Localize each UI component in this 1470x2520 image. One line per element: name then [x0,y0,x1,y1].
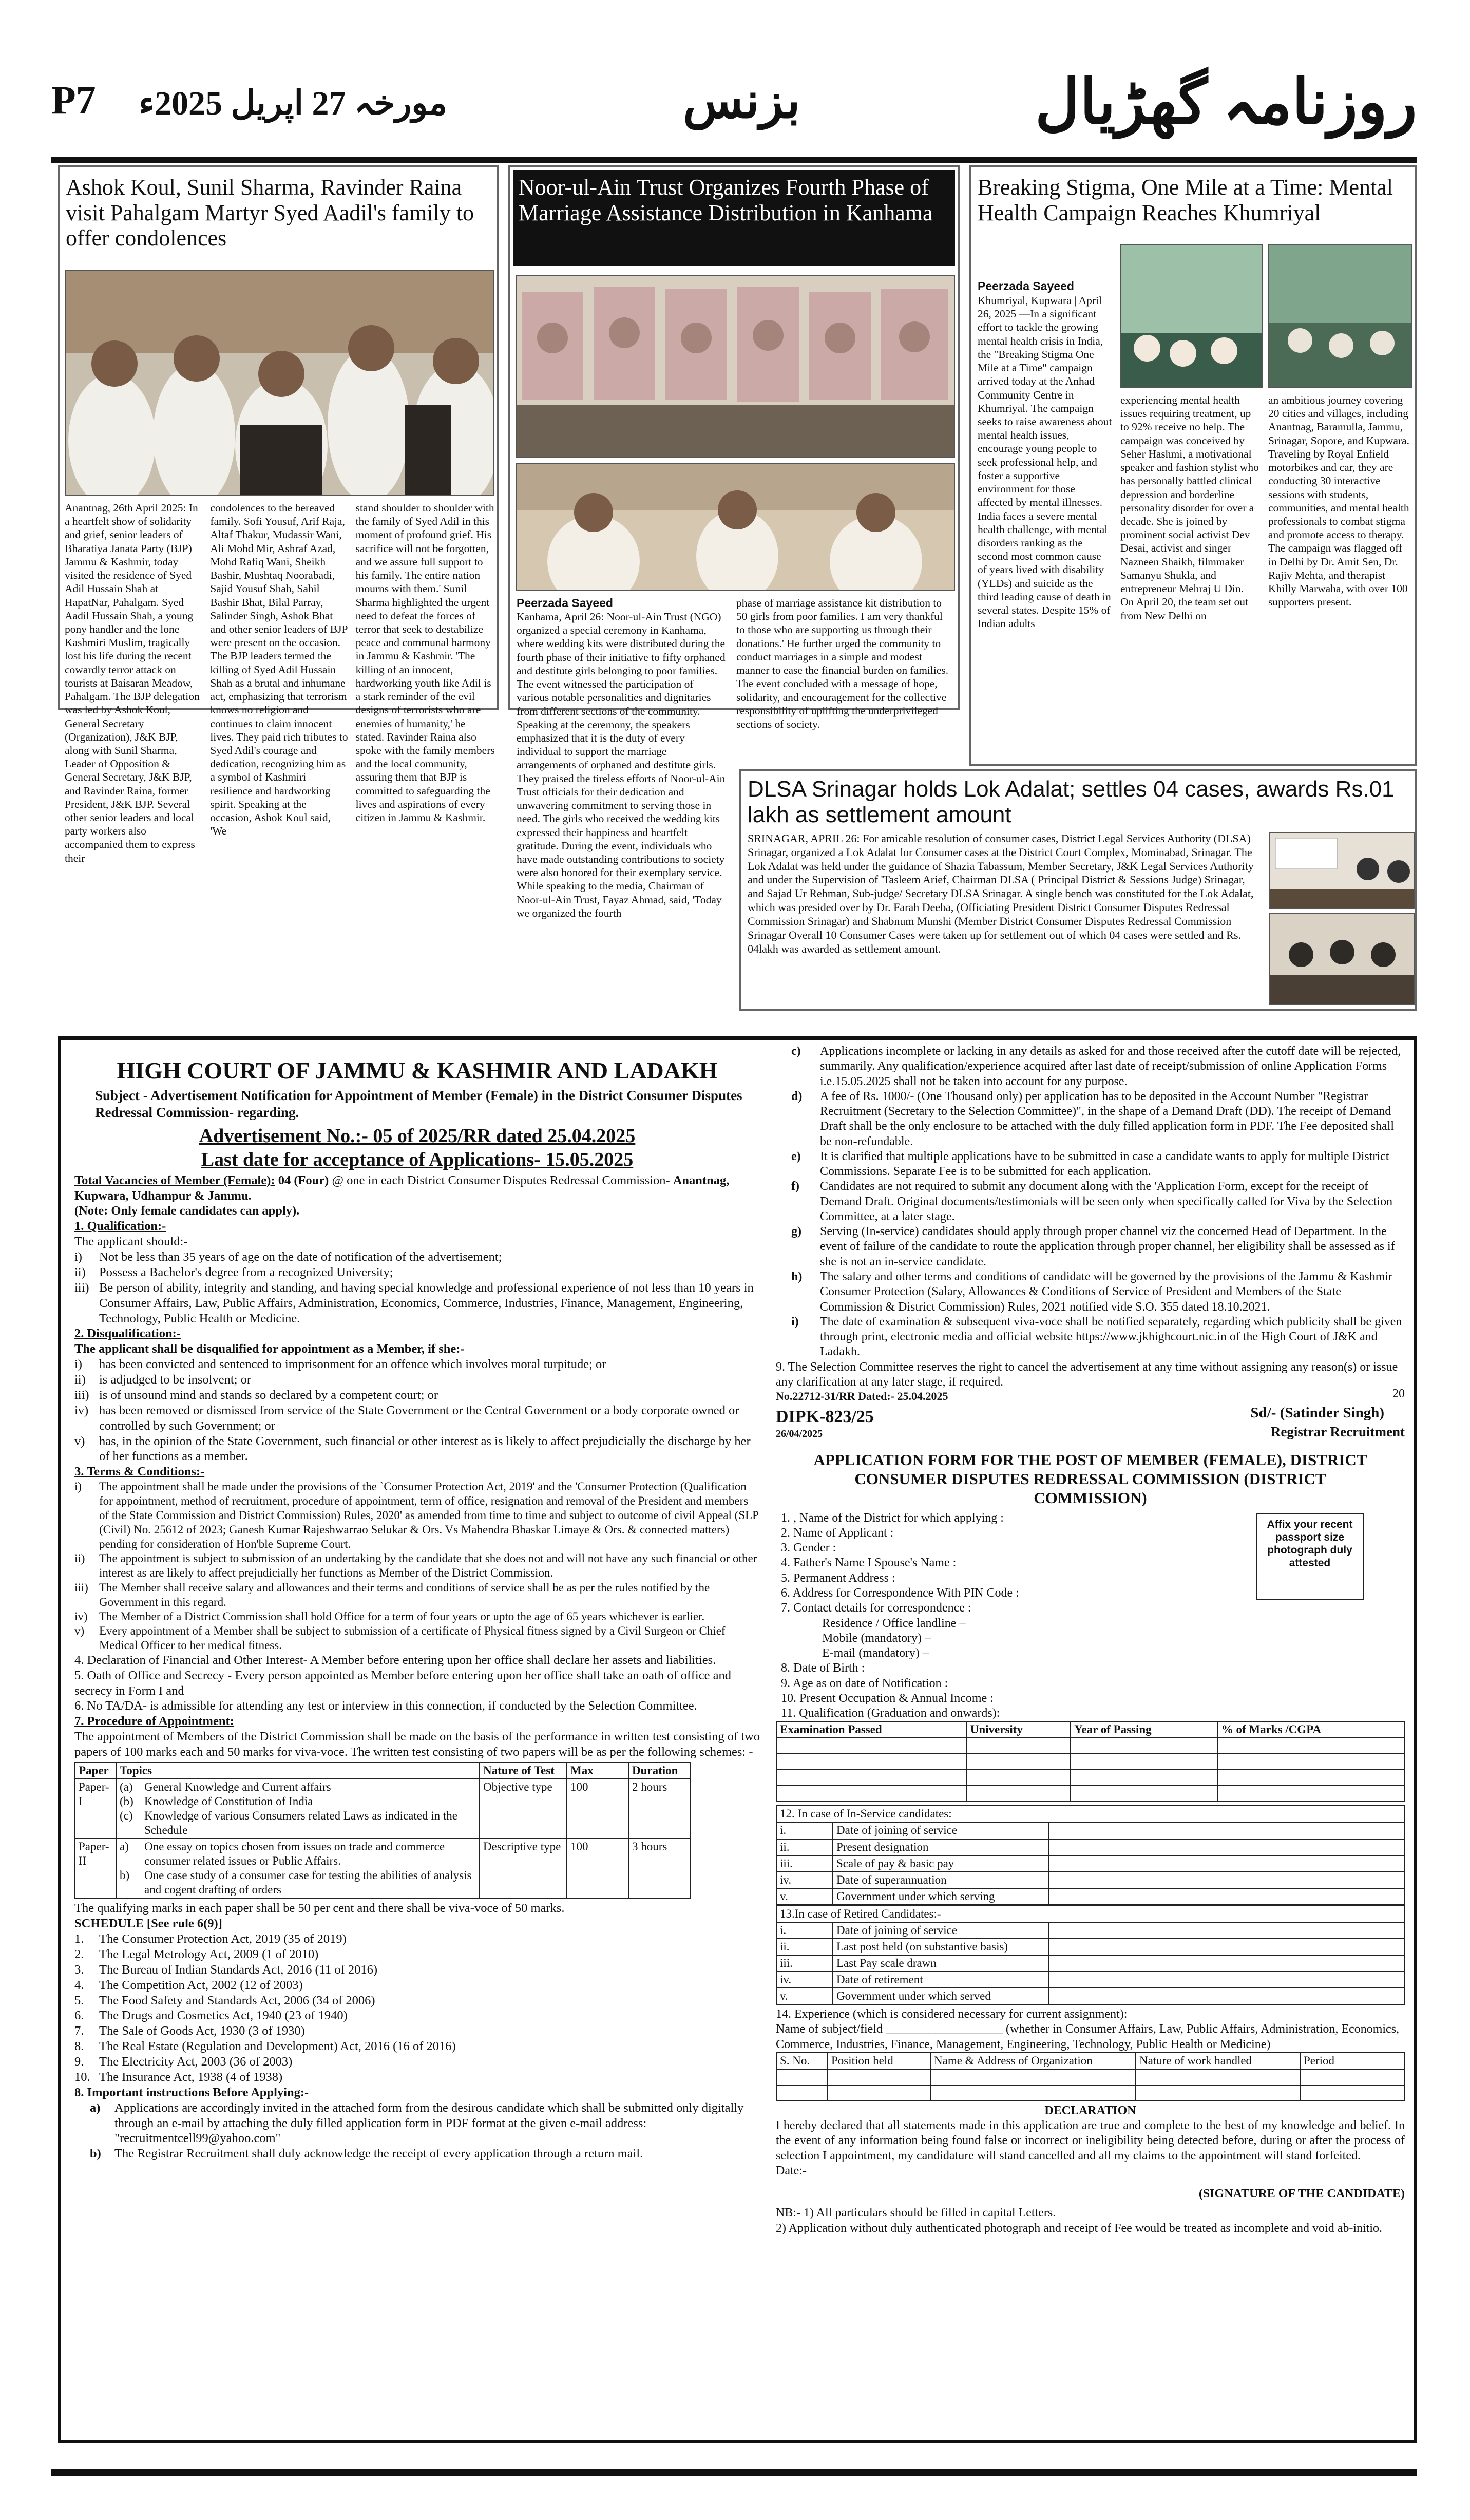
list-item: Knowledge of various Consumers related Laws as indicated in the Schedule [144,1809,457,1837]
list-item: is of unsound mind and stands so declared by a competent court; or [99,1388,438,1402]
table-cell: Paper-I [75,1779,116,1839]
lok-adalat-photo-1 [1269,832,1415,909]
table-row [776,2069,1404,2085]
form-field: 6. Address for Correspondence With PIN Code : [781,1586,1019,1600]
ceremony-illustration [517,464,955,591]
selection-committee-note: 9. The Selection Committee reserves the right to cancel the advertisement at any time without assigning any reason(s) or issue any clarification at any later stage, if required. [776,1360,1398,1389]
schedule-list [74,1931,760,2085]
story-column: Anantnag, 26th April 2025: In a heartfelt show of solidarity and grief, senior leaders of Bharatiya Janata Party (BJP) Jammu & Kashmir, today visited the residence of Syed Adil Hussain Shah at HapatNar, Pahalgam. Syed Aadil Hussain Shah, a young pony handler and the lone Kashmiri Muslim, tragically lost his life during the recent cowardly terror attack on tourists at Baisaran Meadow, Pahalgam. The BJP delegation was led by Ashok Koul, General Secretary (Organization), J&K BJP, along with Sunil Sharma, Leader of Opposition & General Secretary, J&K BJP, and Ravinder Raina, former President, J&K BJP. Several other senior leaders and local party workers also accompanied them to express their [65,502,200,864]
group-of-men-illustration [66,271,494,496]
list-item: One essay on topics chosen from issues on trade and commerce consumer related issues or Public Affairs. [144,1840,445,1868]
table-title: 12. In case of In-Service candidates: [776,1806,1404,1822]
table-row: ii. Present designation [776,1839,1404,1855]
signature-block [776,1387,1405,1450]
form-field: 2. Name of Applicant : [781,1526,894,1540]
list-num: 7. [74,2024,84,2038]
column-header: S. No. [776,2053,828,2069]
list-num: 5. [74,1993,84,2007]
table-row: iv. Date of superannuation [776,1872,1404,1888]
list-num: iii) [74,1581,88,1594]
story-headline: Breaking Stigma, One Mile at a Time: Mental Health Campaign Reaches Khumriyal [978,175,1393,225]
declaration-text: I hereby declared that all statements made in this application are true and complete to the best of my knowledge and belief. In the event of any information being found false or incorrect or ineligibility being detected before, during or after the process of selection I appointment, my candidature will stand cancelled and all my claims to the appointment will stand forfeited. [776,2119,1405,2163]
table-cell: 100 [567,1779,628,1839]
application-form-fields [776,1511,1405,1721]
terms-heading: 3. Terms & Conditions:- [74,1465,205,1479]
list-item: The Food Safety and Standards Act, 2006 (34 of 2006) [99,1993,375,2007]
table-row: i. Date of joining of service [776,1922,1404,1939]
list-item: One case study of a consumer case for testing the abilities of analysis and cogent drafting of orders [144,1869,472,1897]
masthead-rule [51,157,1417,163]
list-num: d) [791,1089,803,1103]
list-item: It is clarified that multiple applications have to be submitted in case a candidate wants to apply for multiple District Commissions. Separate Fee is to be submitted for each application. [820,1149,1389,1179]
table-cell: Paper-II [75,1839,116,1898]
list-num: 1. [74,1932,84,1946]
oath-of-office: 5. Oath of Office and Secrecy - Every person appointed as Member before entering upon her office shall take an oath of office and secrecy in Form I and [74,1668,731,1698]
form-field: 7. Contact details for correspondence : [781,1601,971,1615]
list-num: 10. [74,2070,90,2084]
column-header: Max [567,1763,628,1779]
table-row: iv. Date of retirement [776,1972,1404,1988]
story-headline: Ashok Koul, Sunil Sharma, Ravinder Raina visit Pahalgam Martyr Syed Aadil's family to offer condolences [66,175,474,251]
disqualification-intro: The applicant shall be disqualified for appointment as a Member, if she:- [74,1342,465,1356]
no-ta-da: 6. No TA/DA- is admissible for attending any test or interview in this connection, if conducted by the Selection Committee. [74,1699,697,1713]
table-row: i. Date of joining of service [776,1822,1404,1839]
list-item: has been removed or dismissed from service of the State Government or the Central Government or a body corporate owned or controlled by such Government; or [99,1403,739,1433]
list-item: The Consumer Protection Act, 2019 (35 of 2019) [99,1932,347,1946]
list-num: (a) [120,1780,133,1793]
table-row [776,1738,1404,1754]
list-item: The appointment shall be made under the provisions of the `Consumer Protection Act, 2019' and the 'Consumer Protection (Qualification for appointment, method of recruitment, procedure of appointment, term of office, resignation and removal of the President and members of the State Commission and District Commission) Rules, 2020' as amended from time to time and subject to outcome of civil Appeal (SLP (Civil) No. 25612 of 2023; Ganesh Kumar Rajeshwarrao Selukar & Ors. Vs Mahendra Bhaskar Limaye & Ors. & connected matters) pending for consideration of Hon'ble Supreme Court. [99,1480,759,1551]
story-byline: Peerzada Sayeed [517,596,613,610]
bjp-leaders-photo [65,270,494,496]
table-title: 13.In case of Retired Candidates:- [776,1906,1404,1922]
ceremony-photo [516,463,955,591]
list-item: Be person of ability, integrity and standing, and having special knowledge and professional experience of not less than 10 years in Consumer Affairs, Law, Public Affairs, Administration, Economics, Commerce, Industries, Finance, Management, Engineering, Technology, Public Health or Medicine. [99,1280,754,1325]
list-num: 6. [74,2009,84,2023]
story-column: stand shoulder to shoulder with the family of Syed Adil in this moment of profound grief. His sacrifice will not be forgotten, and we assure full support to his family. The entire nation mourns with them.' Sunil Sharma highlighted the urgent need to defeat the forces of terror that seek to destabilize peace and communal harmony in Jammu & Kashmir. 'The killing of an innocent, hardworking youth like Adil is a stark reminder of the evil designs of terrorists who are enemies of humanity,' he stated. Ravinder Raina also spoke with the family members and the local community, assuring them that BJP is committed to safeguarding the lives and aspirations of every citizen in Jammu & Kashmir. [355,502,495,824]
table-header-row [776,1721,1404,1738]
list-num: 8. [74,2039,84,2054]
advertisement-number: Advertisement No.:- 05 of 2025/RR dated 25.04.2025 [199,1125,636,1147]
list-num: (b) [120,1794,133,1808]
form-field: 8. Date of Birth : [781,1661,865,1675]
list-num: 4. [74,1978,84,1992]
signatory-name: Sd/- (Satinder Singh) [1250,1405,1384,1422]
footer-rule [51,2469,1417,2476]
table-row: ii. Last post held (on substantive basis) [776,1939,1404,1955]
form-field: 4. Father's Name I Spouse's Name : [781,1556,957,1570]
table-row [776,1786,1404,1802]
list-num: ii) [74,1265,86,1279]
list-item: The Registrar Recruitment shall duly acknowledge the receipt of every application through a return mail. [114,2147,643,2161]
column-header: Year of Passing [1071,1721,1217,1738]
lok-adalat-photo-2 [1269,913,1415,1005]
column-header: Name & Address of Organization [930,2053,1136,2069]
list-item: The appointment is subject to submission of an undertaking by the candidate that she does not and will not have any such financial or other interest as are likely to affect prejudicially her functions as Member of the District Commission. [99,1552,757,1580]
column-header: University [967,1721,1071,1738]
vacancy-text: one in each District Consumer Disputes Redressal Commission- [347,1173,670,1187]
list-item: has, in the opinion of the State Government, such financial or other interest as is likely to affect prejudicially the discharge by her of her functions as a member. [99,1434,751,1464]
instructions-list-continued [776,1044,1405,1360]
dipk-date: 26/04/2025 [776,1428,823,1440]
exam-scheme-table [74,1762,691,1899]
table-row [776,2085,1404,2101]
wedding-kits-illustration [517,276,955,458]
vacancies [74,1173,760,1204]
story-bjp-visit [58,165,499,864]
form-field: 3. Gender : [781,1541,836,1555]
form-field: 10. Present Occupation & Annual Income : [781,1691,994,1705]
form-field: Residence / Office landline – [822,1616,966,1630]
form-field: 11. Qualification (Graduation and onwards): [781,1707,1000,1720]
financial-interest: 4. Declaration of Financial and Other Interest- A Member before entering upon her office shall declare her assets and liabilities. [74,1653,716,1667]
list-item: Every appointment of a Member shall be subject to submission of a certificate of Physical fitness signed by a Civil Surgeon or Chief Medical Officer to her medical fitness. [99,1624,726,1652]
form-field: Mobile (mandatory) – [822,1631,931,1645]
column-header: Period [1300,2053,1404,2069]
note-1: NB:- 1) All particulars should be filled in capital Letters. [776,2206,1056,2220]
list-item: The Insurance Act, 1938 (4 of 1938) [99,2070,283,2084]
story-dlsa-lok-adalat [739,769,1417,1011]
table-cell [116,1839,480,1898]
dipk-number: DIPK-823/25 [776,1407,874,1427]
list-num: 3. [74,1962,84,1977]
list-item: Candidates are not required to submit any document along with the 'Application Form, except for the receipt of Demand Draft. Original documents/testimonials will be seen only when specifically called for Viva by the Selection Committee, at a later stage. [820,1180,1393,1223]
note-2: 2) Application without duly authenticated photograph and receipt of Fee would be treated as incomplete and void ab-initio. [776,2221,1383,2235]
list-num: v) [74,1434,85,1448]
form-field: E-mail (mandatory) – [822,1646,929,1660]
campaign-illustration [1121,245,1263,388]
list-num: v) [74,1624,85,1637]
column-header: % of Marks /CGPA [1218,1721,1404,1738]
list-num: i) [74,1357,82,1372]
list-item: The Drugs and Cosmetics Act, 1940 (23 of 1940) [99,2009,348,2023]
list-num: b) [120,1869,130,1882]
list-item: The Electricity Act, 2003 (36 of 2003) [99,2055,293,2069]
list-num: e) [791,1149,801,1163]
list-item: The salary and other terms and conditions of candidate will be governed by the provisions of the Jammu & Kashmir Consumer Protection (Salary, Allowances & Conditions of Service of President and Members of the State Commission & District Commission) Rules, 2021 notified vide S.O. 355 dated 18.10.2021. [820,1270,1393,1314]
list-num: ii) [74,1552,85,1565]
list-num: ii) [74,1373,86,1387]
list-item: The Real Estate (Regulation and Development) Act, 2016 (16 of 2016) [99,2039,456,2054]
signatory-designation: Registrar Recruitment [1270,1424,1405,1440]
table-row [75,1839,690,1898]
list-item: Possess a Bachelor's degree from a recognized University; [99,1265,393,1279]
table-cell: 100 [567,1839,628,1898]
photo-placeholder-box: Affix your recent passport size photograph duly attested [1256,1513,1364,1600]
experience-heading: 14. Experience (which is considered necessary for current assignment): [776,2007,1128,2021]
column-header: Examination Passed [776,1721,967,1738]
table-cell: 3 hours [628,1839,690,1898]
court-illustration [1270,833,1415,909]
experience-text: Name of subject/field ___________________ (whether in Consumer Affairs, Law, Public Affairs, Administration, Economics, Commerce, Industries, Finance, Management, Engineering, Technology, Public Health or Medicine) [776,2022,1400,2051]
procedure-text: The appointment of Members of the District Commission shall be made on the basis of the performance in written test consisting of two papers of 100 marks each and 50 marks for viva-voce. The written test consisting of two papers will be as per the following schemes: - [74,1730,760,1759]
story-byline: Peerzada Sayeed [978,279,1074,293]
list-item: Not be less than 35 years of age on the date of notification of the advertisement; [99,1250,502,1264]
list-item: The Legal Metrology Act, 2009 (1 of 2010) [99,1947,319,1961]
story-noor-ul-ain [508,165,960,919]
notice-left-column [74,1056,760,2162]
instructions-list [74,2100,760,2162]
qualification-list [74,1249,760,1326]
masthead [51,68,1417,169]
list-num: a) [120,1840,129,1853]
court-notice [58,1036,1417,2443]
list-item: A fee of Rs. 1000/- (One Thousand only) per application has to be deposited in the Account Number "Registrar Recruitment (Secretary to the Selection Committee)", in the shape of a Demand Draft (DD). The receipt of Demand Draft shall be the only enclosure to be attached with the duly filled application form in PDF. The Fee deposited shall be non-refundable. [820,1089,1395,1148]
list-num: h) [791,1270,803,1283]
court-name: HIGH COURT OF JAMMU & KASHMIR AND LADAKH [117,1057,718,1084]
list-item: The Member shall receive salary and allowances and their terms and conditions of service shall be as per the rules notified by the Government in this regard. [99,1581,710,1608]
list-item: Serving (In-service) candidates should apply through proper channel viz the concerned Head of Department. In the event of failure of the candidate to route the application through proper channel, her eligibility shall be assessed as if she is not an in-service candidate. [820,1225,1395,1268]
list-num: i) [74,1480,82,1493]
list-item: Applications are accordingly invited in the attached form from the desirous candidate which shall be submitted only digitally through an e-mail by attaching the duly filled application form in PDF format at the given e-mail address: "recruitmentcell99@yahoo.com" [114,2100,744,2146]
campaign-photo-2 [1268,244,1412,388]
story-column: Kanhama, April 26: Noor-ul-Ain Trust (NGO) organized a special ceremony in Kanhama, where wedding kits were distributed during the fourth phase of their initiative to fifty orphaned and destitute girls belonging to poor families. The event witnessed the participation of various notable personalities and dignitaries from different sections of the community. Speaking at the ceremony, the speakers emphasized that it is the duty of every individual to support the marriage arrangements of orphaned and destitute girls. They praised the tireless efforts of Noor-ul-Ain Trust officials for their dedication and unwavering commitment to serving those in need. The girls who received the wedding kits expressed their happiness and heartfelt gratitude. During the event, individuals who have made outstanding contributions to society were also honored for their exemplary service. While speaking to the media, Chairman of Noor-ul-Ain Trust, Fayaz Ahmad, said, 'Today we organized the fourth [517,611,726,919]
list-item: General Knowledge and Current affairs [144,1780,331,1793]
column-header: Nature of work handled [1136,2053,1300,2069]
list-num: b) [90,2147,101,2161]
retired-table [776,1905,1405,2005]
form-field: 1. , Name of the District for which applying : [781,1511,1004,1525]
column-header: Nature of Test [480,1763,567,1779]
table-row: iii. Last Pay scale drawn [776,1955,1404,1972]
story-headline: DLSA Srinagar holds Lok Adalat; settles 04 cases, awards Rs.01 lakh as settlement amount [748,776,1395,827]
list-item: Knowledge of Constitution of India [144,1794,313,1808]
table-cell: 2 hours [628,1779,690,1839]
list-num: iv) [74,1403,89,1417]
list-num: 9. [74,2055,84,2069]
reference-number: No.22712-31/RR Dated:- 25.04.2025 [776,1390,948,1403]
vacancy-at: @ [332,1173,344,1187]
list-num: i) [74,1250,82,1264]
list-num: f) [791,1180,799,1193]
form-field: 9. Age as on date of Notification : [781,1676,948,1690]
table-cell: Objective type [480,1779,567,1839]
disqualification-list [74,1357,760,1464]
table-row: v. Government under which serving [776,1888,1404,1905]
column-header: Position held [828,2053,930,2069]
list-num: g) [791,1225,801,1239]
list-num: 2. [74,1947,84,1961]
vacancy-note: (Note: Only female candidates can apply). [74,1204,300,1218]
schedule-heading: SCHEDULE [See rule 6(9)] [74,1917,222,1931]
vacancy-count: 04 (Four) [278,1173,329,1187]
table-cell [116,1779,480,1839]
candidate-signature: (SIGNATURE OF THE CANDIDATE) [1198,2187,1405,2201]
table-header-row [75,1763,690,1779]
list-num: iii) [74,1388,89,1402]
newspaper-logo: روزنامہ گھڑیال [1035,68,1417,137]
declaration-heading: DECLARATION [1044,2104,1136,2117]
story-mental-health [969,165,1417,766]
in-service-table [776,1805,1405,1905]
table-header-row [776,2053,1404,2069]
table-header-row [776,1806,1404,1822]
list-item: The Competition Act, 2002 (12 of 2003) [99,1978,303,1992]
story-column: phase of marriage assistance kit distribution to 50 girls from poor families. I am very thankful to those who are supporting us through their donations.' He further urged the community to conduct marriages in a simple and modest manner to ease the financial burden on families. The event concluded with a message of hope, solidarity, and encouragement for the collective responsibility of uplifting the underprivileged sections of society. [736,597,949,730]
story-column: condolences to the bereaved family. Sofi Yousuf, Arif Raja, Altaf Thakur, Mudassir Wani, Ali Mohd Mir, Ashraf Azad, Mohd Rafiq Wani, Sheikh Bashir, Mushtaq Noorabadi, Sajid Yousuf Shah, Sahil Bashir Bhat, Bilal Parray, Salinder Singh, Ashok Bhat and other senior leaders of BJP were present on the occasion. The BJP leaders termed the killing of Syed Adil Hussain Shah as a brutal and inhumane act, emphasizing that terrorism knows no religion and continues to claim innocent lives. They paid rich tributes to Syed Adil's courage and dedication, recognizing him as a symbol of Kashmiri resilience and hardworking spirit. Speaking at the occasion, Ashok Koul said, 'We [210,502,348,838]
column-header: Duration [628,1763,690,1779]
date-label: Date:- [776,2164,807,2177]
table-row [776,1770,1404,1786]
table-row: v. Government under which served [776,1988,1404,2004]
list-num: i) [791,1315,799,1329]
list-item: has been convicted and sentenced to imprisonment for an offence which involves moral turpitude; or [99,1357,606,1372]
qualification-heading: 1. Qualification:- [74,1219,166,1234]
table-header-row [776,1906,1404,1922]
story-headline: Noor-ul-Ain Trust Organizes Fourth Phase of Marriage Assistance Distribution in Kanhama [513,170,955,266]
disqualification-heading: 2. Disqualification:- [74,1327,181,1341]
issue-date: مورخہ 27 اپریل 2025ء [139,85,447,122]
list-item: is adjudged to be insolvent; or [99,1373,251,1387]
procedure-heading: 7. Procedure of Appointment: [74,1714,234,1729]
table-row: iii. Scale of pay & basic pay [776,1855,1404,1872]
page-number: P7 [51,78,96,122]
column-header: Topics [116,1763,480,1779]
story-column: experiencing mental health issues requiring treatment, up to 92% receive no help. The campaign was conceived by Seher Hashmi, a motivational speaker and fashion stylist who has personally battled clinical depression and borderline personality disorder for over a decade. She is joined by prominent social activist Dev Desai, activist and singer Nazneen Shaikh, filmmaker Samanyu Shukla, and entrepreneur Mehraj U Din. On April 20, the team set out from New Delhi on [1120,394,1259,622]
qualification-intro: The applicant should:- [74,1235,188,1249]
story-body [65,501,495,865]
last-date: Last date for acceptance of Applications- 15.05.2025 [201,1149,634,1171]
list-item: The Bureau of Indian Standards Act, 2016 (11 of 2016) [99,1962,378,1977]
column-header: Paper [75,1763,116,1779]
list-num: a) [90,2100,101,2115]
terms-list [74,1480,760,1653]
story-column: Khumriyal, Kupwara | April 26, 2025 —In a significant effort to tackle the growing mental health crisis in India, the "Breaking Stigma One Mile at a Time" campaign arrived today at the Anhad Community Centre in Khumriyal. The campaign seeks to raise awareness about mental health issues, encourage young people to seek professional help, and foster a supportive environment for those affected by mental illnesses. India faces a severe mental health challenge, with mental disorders ranking as the second most common cause of years lived with disability (YLDs) and suicide as the third leading cause of death in several states. Despite 15% of Indian adults [978,294,1112,630]
form-field: 5. Permanent Address : [781,1571,895,1585]
list-num: c) [791,1045,801,1058]
wedding-kits-photo [516,275,955,458]
notice-subject: Subject - Advertisement Notification for Appointment of Member (Female) in the District Consumer Disputes Redressal Commission- regarding. [95,1088,742,1121]
campaign-illustration [1269,245,1412,388]
list-num: iii) [74,1280,89,1295]
list-num: iv) [74,1609,88,1623]
list-item: Applications incomplete or lacking in any details as asked for and those received after the cutoff date will be rejected, summarily. Any qualification/experience acquired after last date of receipt/submission of online Application Forms i.e.15.05.2025 shall not be taken into account for any purpose. [820,1045,1401,1088]
story-body: SRINAGAR, APRIL 26: For amicable resolution of consumer cases, District Legal Services Authority (DLSA) Srinagar, organized a Lok Adalat for Consumer cases at the District Court Complex, Mominabad, Srinagar. The Lok Adalat was held under the guidance of Shazia Tabassum, Member Secretary, J&K Legal Services Authority and under the Supervision of 'Tasleem Arief, Chairman DLSA ( Principal District & Sessions Judge) Srinagar, and Sajad Ur Rehman, Sub-judge/ Secretary DLSA Srinagar. A single bench was constituted for the Lok Adalat, which was presided over by Dr. Farah Deeba, (Officiating President District Consumer Disputes Redressal Commission Srinagar) and Shabnum Munshi (Member District Consumer Disputes Redressal Commission Srinagar Overall 10 Consumer Cases were taken up for settlement out of which 04 cases were settled and Rs. 04lakh was awarded as settlement amount. [748,832,1254,955]
vacancy-label: Total Vacancies of Member (Female): [74,1173,275,1187]
qualifying-marks: The qualifying marks in each paper shall be 50 per cent and there shall be viva-voce of 50 marks. [74,1901,565,1916]
court-illustration [1270,914,1415,1005]
story-column: an ambitious journey covering 20 cities and villages, including Anantnag, Baramulla, Jammu, Srinagar, Sopore, and Kupwara. Traveling by Royal Enfield motorbikes and car, they are conducting 30 interactive sessions with students, communities, and mental health professionals to combat stigma and promote access to therapy. The campaign was flagged off in Delhi by Dr. Amit Sen, Dr. Rajiv Mehta, and therapist Khilly Marwaha, with over 100 supporters present. [1268,394,1409,609]
notice-right-column [776,1044,1405,2236]
instructions-heading: 8. Important instructions Before Applying:- [74,2085,309,2099]
table-cell: Descriptive type [480,1839,567,1898]
number-20: 20 [1392,1387,1405,1401]
list-item: The Sale of Goods Act, 1930 (3 of 1930) [99,2024,305,2038]
campaign-photo-1 [1120,244,1263,388]
list-item: The date of examination & subsequent viva-voce shall be notified separately, regarding which publicity shall be given through print, electronic media and official website https://www.jkhighcourt.nic.in of the High Court of J&K and Ladakh. [820,1315,1402,1359]
table-row [776,1754,1404,1770]
vacancy-districts: Anantnag, Kupwara, Udhampur & Jammu. [74,1173,730,1203]
list-item: The Member of a District Commission shall hold Office for a term of four years or upto the age of 65 years whichever is earlier. [99,1609,705,1623]
application-form-title: APPLICATION FORM FOR THE POST OF MEMBER (FEMALE), DISTRICT CONSUMER DISPUTES REDRESSAL COMMISSION (DISTRICT COMMISSION) [813,1451,1367,1507]
section-name: بزنس [683,73,800,128]
table-row [75,1779,690,1839]
experience-table [776,2052,1405,2101]
list-num: (c) [120,1809,133,1823]
qualification-table [776,1721,1405,1802]
